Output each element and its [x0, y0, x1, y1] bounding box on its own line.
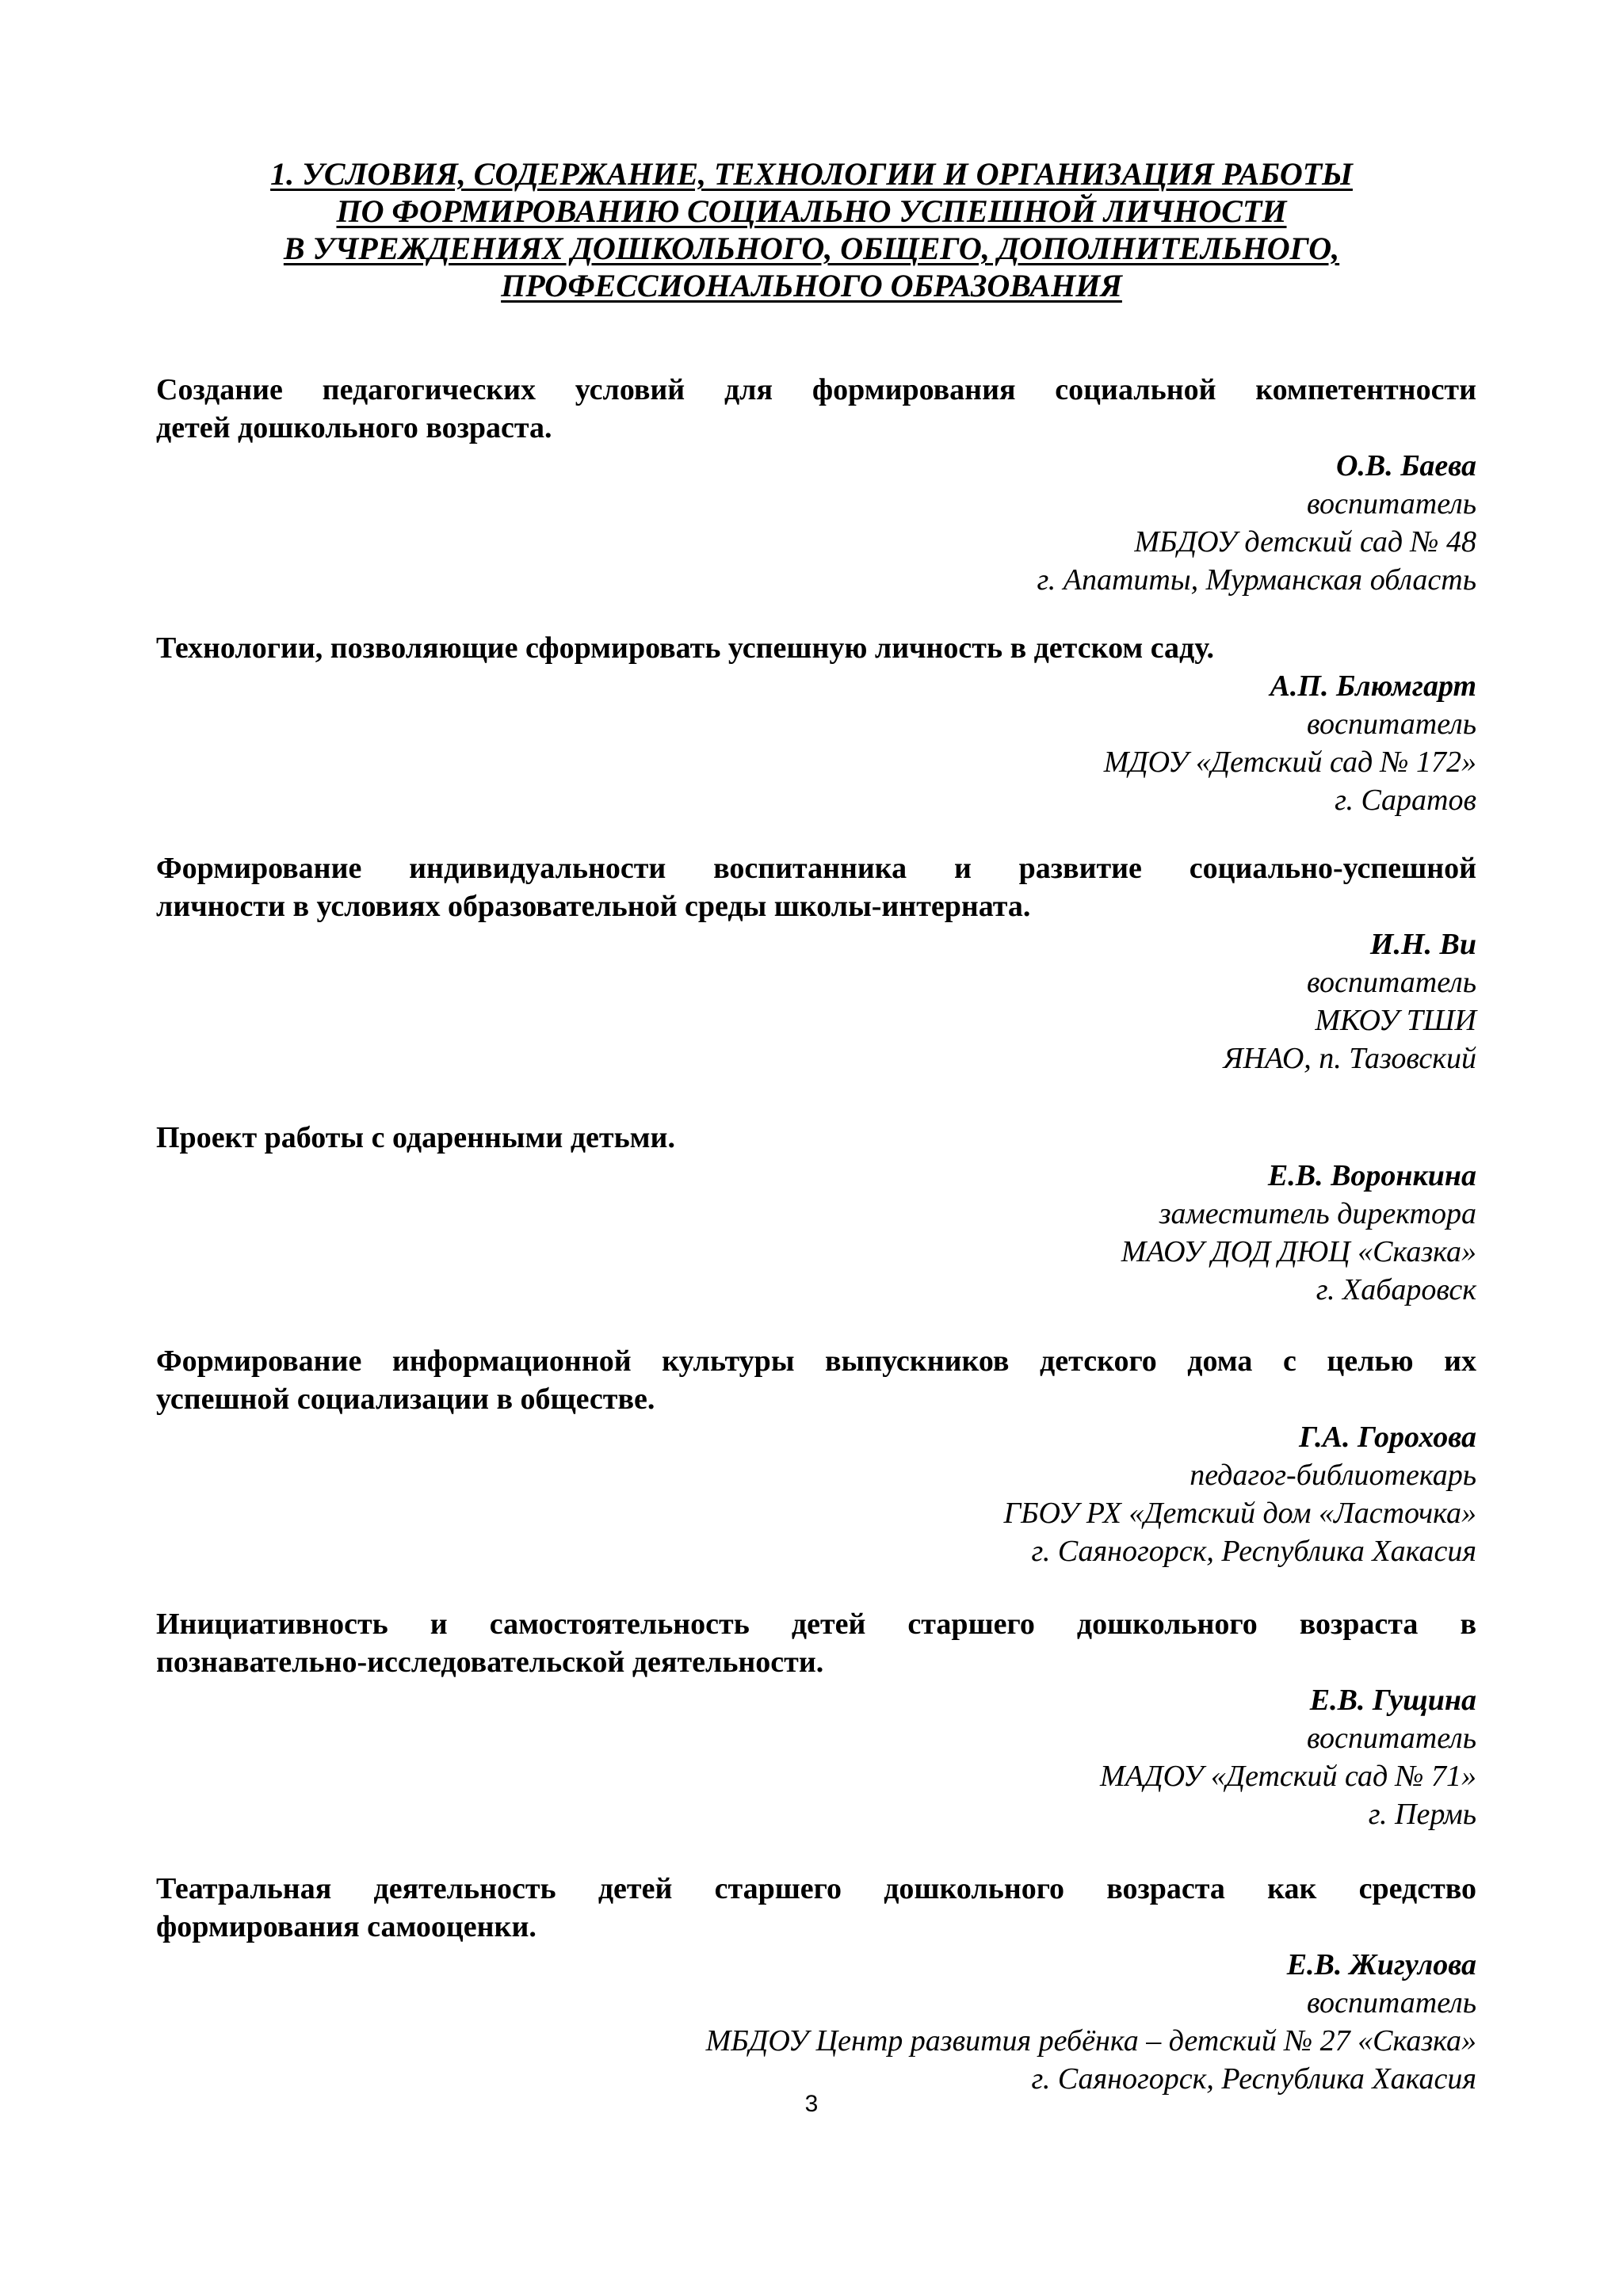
author-location: г. Саратов	[1335, 784, 1476, 817]
author-position: воспитатель	[1307, 966, 1476, 999]
entry-title	[156, 629, 1476, 667]
author-position: педагог-библиотекарь	[1190, 1459, 1476, 1492]
entry-title	[156, 849, 1476, 925]
section-title-line: ПРОФЕССИОНАЛЬНОГО ОБРАЗОВАНИЯ	[501, 268, 1122, 303]
section-title-line: ПО ФОРМИРОВАНИЮ СОЦИАЛЬНО УСПЕШНОЙ ЛИЧНОСТИ	[336, 193, 1287, 229]
author-name: Г.А. Горохова	[1299, 1421, 1476, 1454]
entry-title-line: формирования самооценки.	[156, 1910, 537, 1943]
entry-title-line: Формирование информационной культуры выпускников детского дома с целью их	[156, 1344, 1476, 1378]
entry-title	[156, 1870, 1476, 1946]
entry-title-line: познавательно-исследовательской деятельности.	[156, 1646, 824, 1679]
entry-title-line: Создание педагогических условий для формирования социальной компетентности	[156, 373, 1476, 406]
publication-entry	[156, 1342, 1476, 1570]
entry-title-line: Проект работы с одаренными детьми.	[156, 1121, 675, 1154]
author-position: воспитатель	[1307, 487, 1476, 521]
author-position: воспитатель	[1307, 1722, 1476, 1755]
publication-entry	[156, 1119, 1476, 1309]
author-location: г. Апатиты, Мурманская область	[1037, 563, 1476, 597]
entry-title-line: Технологии, позволяющие сформировать успешную личность в детском саду.	[156, 631, 1214, 665]
author-name: Е.В. Жигулова	[1286, 1948, 1476, 1981]
author-block	[156, 1946, 1476, 2098]
author-block	[156, 667, 1476, 819]
author-position: воспитатель	[1307, 1986, 1476, 2019]
author-block	[156, 447, 1476, 599]
entry-title	[156, 1605, 1476, 1681]
entry-title-line: Театральная деятельность детей старшего дошкольного возраста как средство	[156, 1872, 1476, 1905]
author-name: А.П. Блюмгарт	[1270, 669, 1476, 703]
entry-title-line: личности в условиях образовательной среды школы-интерната.	[156, 890, 1031, 923]
author-name: И.Н. Ви	[1369, 928, 1476, 961]
entry-title-line: Формирование индивидуальности воспитанника и развитие социально-успешной	[156, 852, 1476, 885]
author-position: заместитель директора	[1159, 1197, 1476, 1230]
author-block	[156, 1681, 1476, 1833]
entry-title-line: успешной социализации в обществе.	[156, 1383, 655, 1416]
page-number: 3	[804, 2091, 819, 2117]
author-organization: МКОУ ТШИ	[1315, 1004, 1476, 1037]
author-block	[156, 1157, 1476, 1309]
author-position: воспитатель	[1307, 707, 1476, 741]
entry-title-line: детей дошкольного возраста.	[156, 411, 552, 444]
author-organization: МАДОУ «Детский сад № 71»	[1100, 1760, 1476, 1793]
author-block	[156, 1418, 1476, 1570]
author-location: г. Саяногорск, Республика Хакасия	[1031, 2062, 1476, 2096]
author-organization: МДОУ «Детский сад № 172»	[1103, 746, 1476, 779]
author-name: Е.В. Гущина	[1309, 1684, 1476, 1717]
publication-entry	[156, 629, 1476, 819]
author-location: ЯНАО, п. Тазовский	[1223, 1042, 1476, 1075]
author-organization: МБДОУ детский сад № 48	[1134, 525, 1476, 559]
author-organization: ГБОУ РХ «Детский дом «Ласточка»	[1003, 1497, 1476, 1530]
section-title-line: В УЧРЕЖДЕНИЯХ ДОШКОЛЬНОГО, ОБЩЕГО, ДОПОЛНИТЕЛЬНОГО,	[283, 231, 1340, 266]
section-title-line: 1. УСЛОВИЯ, СОДЕРЖАНИЕ, ТЕХНОЛОГИИ И ОРГАНИЗАЦИЯ РАБОТЫ	[270, 156, 1353, 192]
publication-entry	[156, 1870, 1476, 2098]
publication-entry	[156, 849, 1476, 1077]
entry-title-line: Инициативность и самостоятельность детей старшего дошкольного возраста в	[156, 1608, 1476, 1641]
author-organization: МБДОУ Центр развития ребёнка – детский № 27 «Сказка»	[705, 2024, 1476, 2058]
author-name: О.В. Баева	[1335, 449, 1476, 482]
author-organization: МАОУ ДОД ДЮЦ «Сказка»	[1121, 1235, 1476, 1268]
entry-title	[156, 371, 1476, 447]
entry-title	[156, 1119, 1476, 1157]
publication-entry	[156, 371, 1476, 599]
author-name: Е.В. Воронкина	[1267, 1159, 1476, 1192]
entry-title	[156, 1342, 1476, 1418]
publication-entry	[156, 1605, 1476, 1833]
section-title	[158, 155, 1465, 304]
author-location: г. Хабаровск	[1316, 1273, 1476, 1306]
author-location: г. Саяногорск, Республика Хакасия	[1031, 1535, 1476, 1568]
author-location: г. Пермь	[1368, 1798, 1476, 1831]
author-block	[156, 925, 1476, 1077]
